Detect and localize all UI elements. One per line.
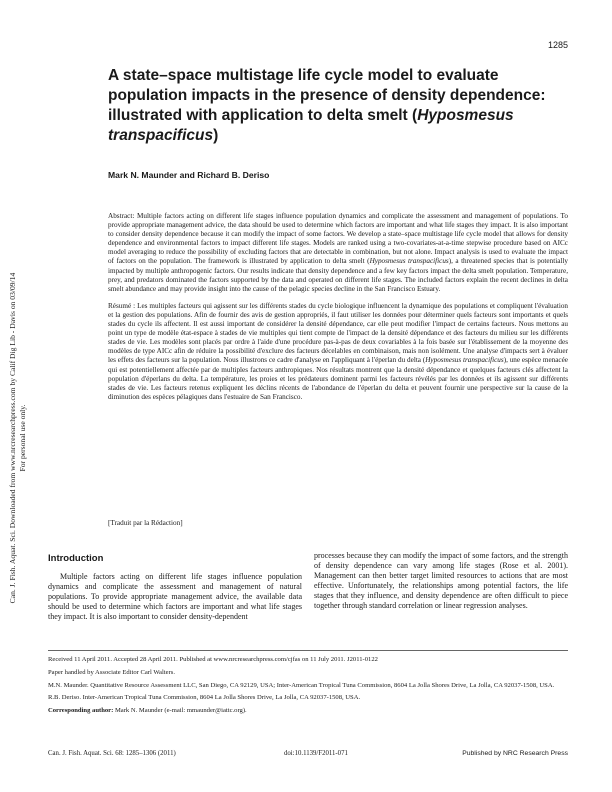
- personal-use-line: For personal use only.: [18, 404, 27, 472]
- title-main: A state–space multistage life cycle model to evaluate population impacts in the presence of density dependence: illustrated with application to delta smelt (: [108, 67, 546, 124]
- doi: doi:10.1139/F2011-071: [284, 750, 348, 757]
- affiliation-maunder: M.N. Maunder. Quantitative Resource Assessment LLC, San Diego, CA 92129, USA; Inter-American Tropical Tuna Commission, 8604 La Jolla Shores Drive, La Jolla, CA 92037-1508, USA.: [48, 681, 555, 689]
- corresponding-text: Mark N. Maunder (e-mail: mmaunder@iattc.org).: [114, 707, 247, 715]
- introduction-left-column: Multiple factors acting on different life stages influence population dynamics and complicate the assessment and management of natural populations. To provide appropriate management advice, the available data should be used to determine which factors are important and what life stages they impact. It is also important to consider density-dependent: [48, 572, 302, 621]
- affiliation-deriso: R.B. Deriso. Inter-American Tropical Tuna Commission, 8604 La Jolla Shores Drive, La Jolla, CA 92037-1508, USA.: [48, 694, 361, 702]
- abstract-block: [108, 212, 568, 410]
- abstract-label: Abstract:: [108, 212, 135, 220]
- page-footer: [48, 750, 568, 762]
- journal-citation: Can. J. Fish. Aquat. Sci. 68: 1285–1306 (2011): [48, 750, 176, 757]
- introduction-right-column: processes because they can modify the impact of some factors, and the strength of density dependence can vary among life stages (Rose et al. 2001). Management can then better target limited resources to actions that are most effective. Unfortunately, the relationships among potential factors, the life stages that they influence, and density dependence are often difficult to piece together through standard correlation or linear regression analyses.: [314, 551, 568, 610]
- resume-label: Résumé :: [108, 301, 136, 310]
- resume-species: Hyposmesus transpacificus: [425, 356, 504, 365]
- resume-text: Les multiples facteurs qui agissent sur les différents stades du cycle biologique influencent la dynamique des populations et compliquent l'évaluation et la gestion des populations. Afin de fournir des avis de gestion appropriés, il faut utiliser les données pour déterminer quels facteurs sont importants et quels stades du cycle ils affectent. Il est aussi important de considérer la densité dépendance, car elle peut modifier l'impact de certains facteurs. Nous mettons au point un type de modèle état-espace à stades de vie multiples qui tient compte de l'impact de la densité dépendance et des facteurs du milieu sur les différents stades de vie. Les modèles sont placés par ordre à l'aide d'une procédure pas-à-pas de deux covariables à la fois basée sur l'établissement de la moyenne des modèles de type AICc afin de réduire la possibilité d'exclure des facteurs décelables en combinaison, mais non isolément. Une analyse d'impacts sert à évaluer les effets des facteurs sur la population. Nous illustrons ce cadre d'analyse en l'appliquant à l'éperlan du delta (: [108, 301, 569, 365]
- abstract-text-2: ), a threatened species that is potentially impacted by multiple anthropogenic factors. Our results indicate that density dependence and a few key factors impact the delta smelt population. Temperature, prey, and predators dominated the factors supported by the data and operated on different life stages. The included factors explain the recent declines in delta smelt abundance and may provide insight into the cause of the pelagic species decline in the San Francisco Estuary.: [108, 257, 568, 293]
- abstract-text: Multiple factors acting on different life stages influence population dynamics and complicate the assessment and management of populations. To provide appropriate management advice, the data should be used to determine which factors are important and what life stages they impact. It is also important to consider density dependence because it can modify the impact of some factors. We develop a state–space multistage life cycle model that allows for density dependence and environmental factors to impact different life stages. Models are ranked using a two-covariates-at-a-time stepwise procedure based on AICc model averaging to reduce the possibility of excluding factors that are detectable in combination, but not alone. Impact analysis is used to evaluate the impact of factors on the population. The framework is illustrated by application to delta smelt (: [108, 212, 569, 266]
- corresponding-label: Corresponding author:: [48, 707, 114, 715]
- download-sidebar: [4, 178, 32, 698]
- authors: Mark N. Maunder and Richard B. Deriso: [108, 170, 270, 180]
- abstract-english: [108, 212, 568, 294]
- page-number: 1285: [547, 40, 568, 50]
- abstract-species: Hyposmesus transpacificus: [369, 257, 449, 266]
- download-notice: [8, 178, 28, 698]
- translated-note: [Traduit par la Rédaction]: [108, 519, 183, 527]
- footnote-divider: [48, 650, 568, 651]
- publisher: Published by NRC Research Press: [462, 750, 568, 757]
- resume-text-2: ), une espèce menacée qui est potentiellement affectée par de multiples facteurs anthropiques. Nos résultats montrent que la densité dépendance et quelques facteurs clés affectent la population d'éperlans du delta. La température, les proies et les prédateurs dominent parmi les facteurs révélés par les données et ils agissent sur différents stades de vie. Les facteurs retenus expliquent les déclins récents de l'abondance de l'éperlan du delta et peuvent fournir une perspective sur la cause de la diminution des espèces pélagiques dans l'estuaire de San Francisco.: [108, 356, 568, 401]
- abstract-french: [108, 302, 568, 402]
- title-species: Hyposmesus transpacificus: [108, 107, 514, 144]
- footnotes: [48, 656, 568, 720]
- received-note: Received 11 April 2011. Accepted 28 April 2011. Published at www.nrcresearchpress.com/cjfas on 11 July 2011. J2011-0122: [48, 656, 378, 663]
- handled-note: Paper handled by Associate Editor Carl Walters.: [48, 668, 175, 676]
- title-close: ): [213, 127, 219, 144]
- download-notice-line: Can. J. Fish. Aquat. Sci. Downloaded from www.nrcresearchpress.com by Calif Dig Lib - Davis on 03/09/14: [8, 272, 17, 604]
- article-title: [108, 66, 568, 146]
- corresponding-author: [48, 707, 568, 716]
- introduction-heading: Introduction: [48, 553, 104, 564]
